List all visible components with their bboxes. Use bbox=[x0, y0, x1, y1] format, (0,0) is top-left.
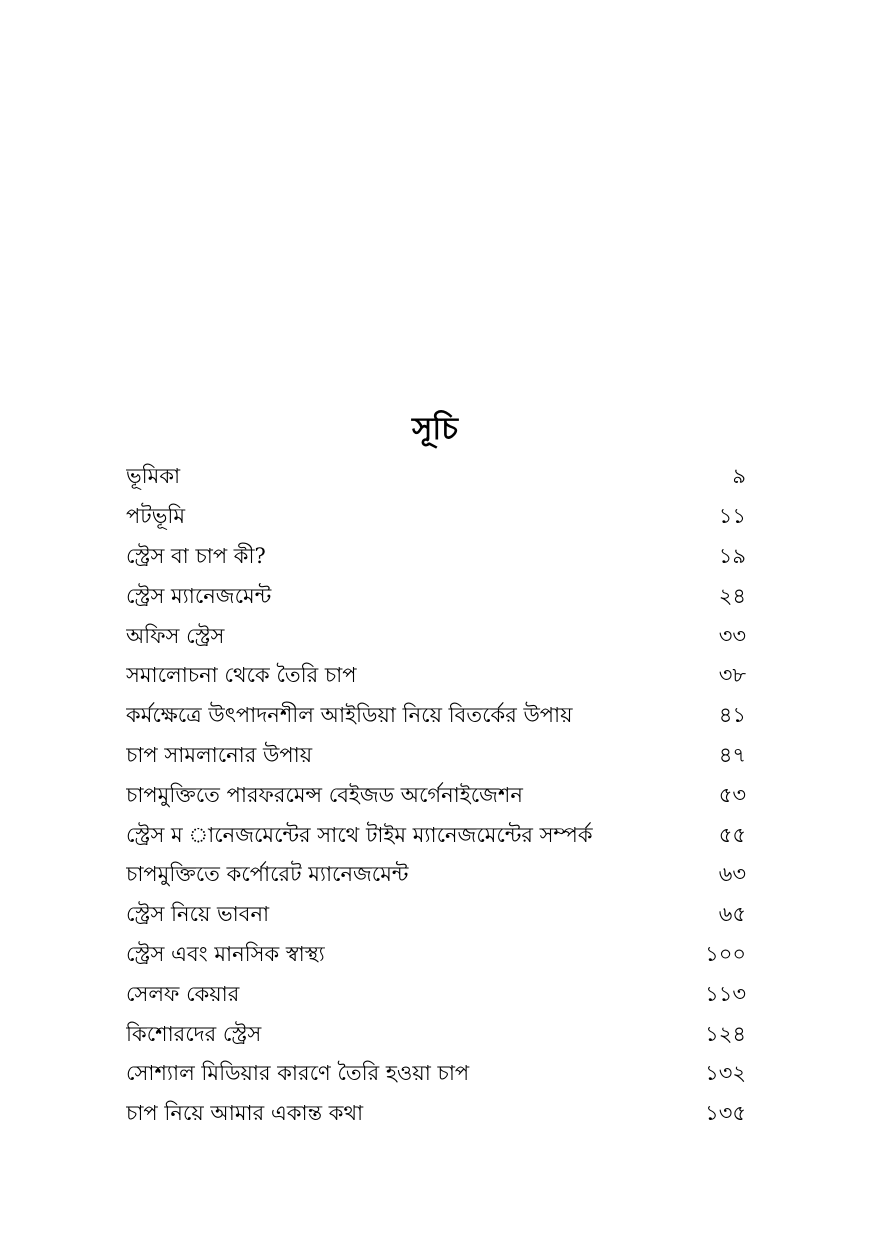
page-title: সূচি bbox=[411, 410, 459, 447]
toc-entry bbox=[126, 816, 746, 856]
toc-entry-page: ১৯ bbox=[718, 543, 746, 568]
toc-entry bbox=[126, 657, 746, 697]
toc-entry-title: স্ট্রেস ম্যানেজমেন্ট bbox=[126, 583, 272, 608]
toc-entry bbox=[126, 1095, 746, 1135]
toc-entry-title: স্ট্রেস নিয়ে ভাবনা bbox=[126, 902, 270, 927]
toc-entry-title: অফিস স্ট্রেস bbox=[126, 623, 225, 648]
toc-entry-page: ৫৩ bbox=[718, 782, 746, 807]
toc-entry-page: ৪১ bbox=[718, 703, 746, 728]
toc-entry-page: ১০০ bbox=[705, 941, 746, 966]
toc-entry bbox=[126, 975, 746, 1015]
toc-entry-title: সোশ্যাল মিডিয়ার কারণে তৈরি হওয়া চাপ bbox=[126, 1061, 470, 1086]
toc-entry-title: চাপ নিয়ে আমার একান্ত কথা bbox=[126, 1101, 364, 1126]
toc-entry bbox=[126, 896, 746, 936]
toc-entry-page: ১১৩ bbox=[705, 981, 746, 1006]
toc-entry-title: ভূমিকা bbox=[126, 464, 181, 489]
toc-entry-page: ২৪ bbox=[718, 583, 746, 608]
toc-entry bbox=[126, 538, 746, 578]
toc-entry-title: সেলফ কেয়ার bbox=[126, 981, 240, 1006]
toc-entry bbox=[126, 617, 746, 657]
toc-entry-page: ৬৫ bbox=[718, 902, 746, 927]
toc-entry-title: কর্মক্ষেত্রে উৎপাদনশীল আইডিয়া নিয়ে বিতর্কের উপায় bbox=[126, 703, 573, 728]
toc-entry-page: ১১ bbox=[718, 504, 746, 529]
toc-entry-page: ১৩২ bbox=[705, 1061, 746, 1086]
toc-entry-title: কিশোরদের স্ট্রেস bbox=[126, 1021, 262, 1046]
toc-entry bbox=[126, 1015, 746, 1055]
toc-entry bbox=[126, 1055, 746, 1095]
toc-entry bbox=[126, 577, 746, 617]
toc-entry-page: ১৩৫ bbox=[705, 1101, 746, 1126]
toc-entry-title: স্ট্রেস বা চাপ কী? bbox=[126, 543, 266, 568]
toc-entry-title: স্ট্রেস এবং মানসিক স্বাস্থ্য bbox=[126, 941, 325, 966]
toc-entry-title: পটভূমি bbox=[126, 504, 186, 529]
toc-entry bbox=[126, 856, 746, 896]
toc-entry-title: চাপমুক্তিতে পারফরমেন্স বেইজড অর্গেনাইজেশন bbox=[126, 782, 523, 807]
toc-entry-page: ৩৩ bbox=[718, 623, 746, 648]
toc-entry-title: সমালোচনা থেকে তৈরি চাপ bbox=[126, 663, 357, 688]
toc-entry-page: ৪৭ bbox=[718, 742, 746, 767]
toc-entry-title: স্ট্রেস ম ানেজমেন্টের সাথে টাইম ম্যানেজমেন্টের সম্পর্ক bbox=[126, 822, 593, 847]
toc-entry-title: চাপমুক্তিতে কর্পোরেট ম্যানেজমেন্ট bbox=[126, 862, 409, 887]
toc-entry bbox=[126, 498, 746, 538]
toc-entry bbox=[126, 697, 746, 737]
toc-entry bbox=[126, 936, 746, 976]
toc-entry bbox=[126, 458, 746, 498]
table-of-contents bbox=[126, 458, 746, 1135]
toc-entry-page: ৬৩ bbox=[718, 862, 746, 887]
toc-entry bbox=[126, 776, 746, 816]
toc-entry-page: ৯ bbox=[732, 464, 746, 489]
toc-entry-title: চাপ সামলানোর উপায় bbox=[126, 742, 313, 767]
toc-entry-page: ৫৫ bbox=[718, 822, 746, 847]
toc-entry-page: ৩৮ bbox=[718, 663, 746, 688]
toc-entry bbox=[126, 737, 746, 777]
toc-entry-page: ১২৪ bbox=[705, 1021, 746, 1046]
